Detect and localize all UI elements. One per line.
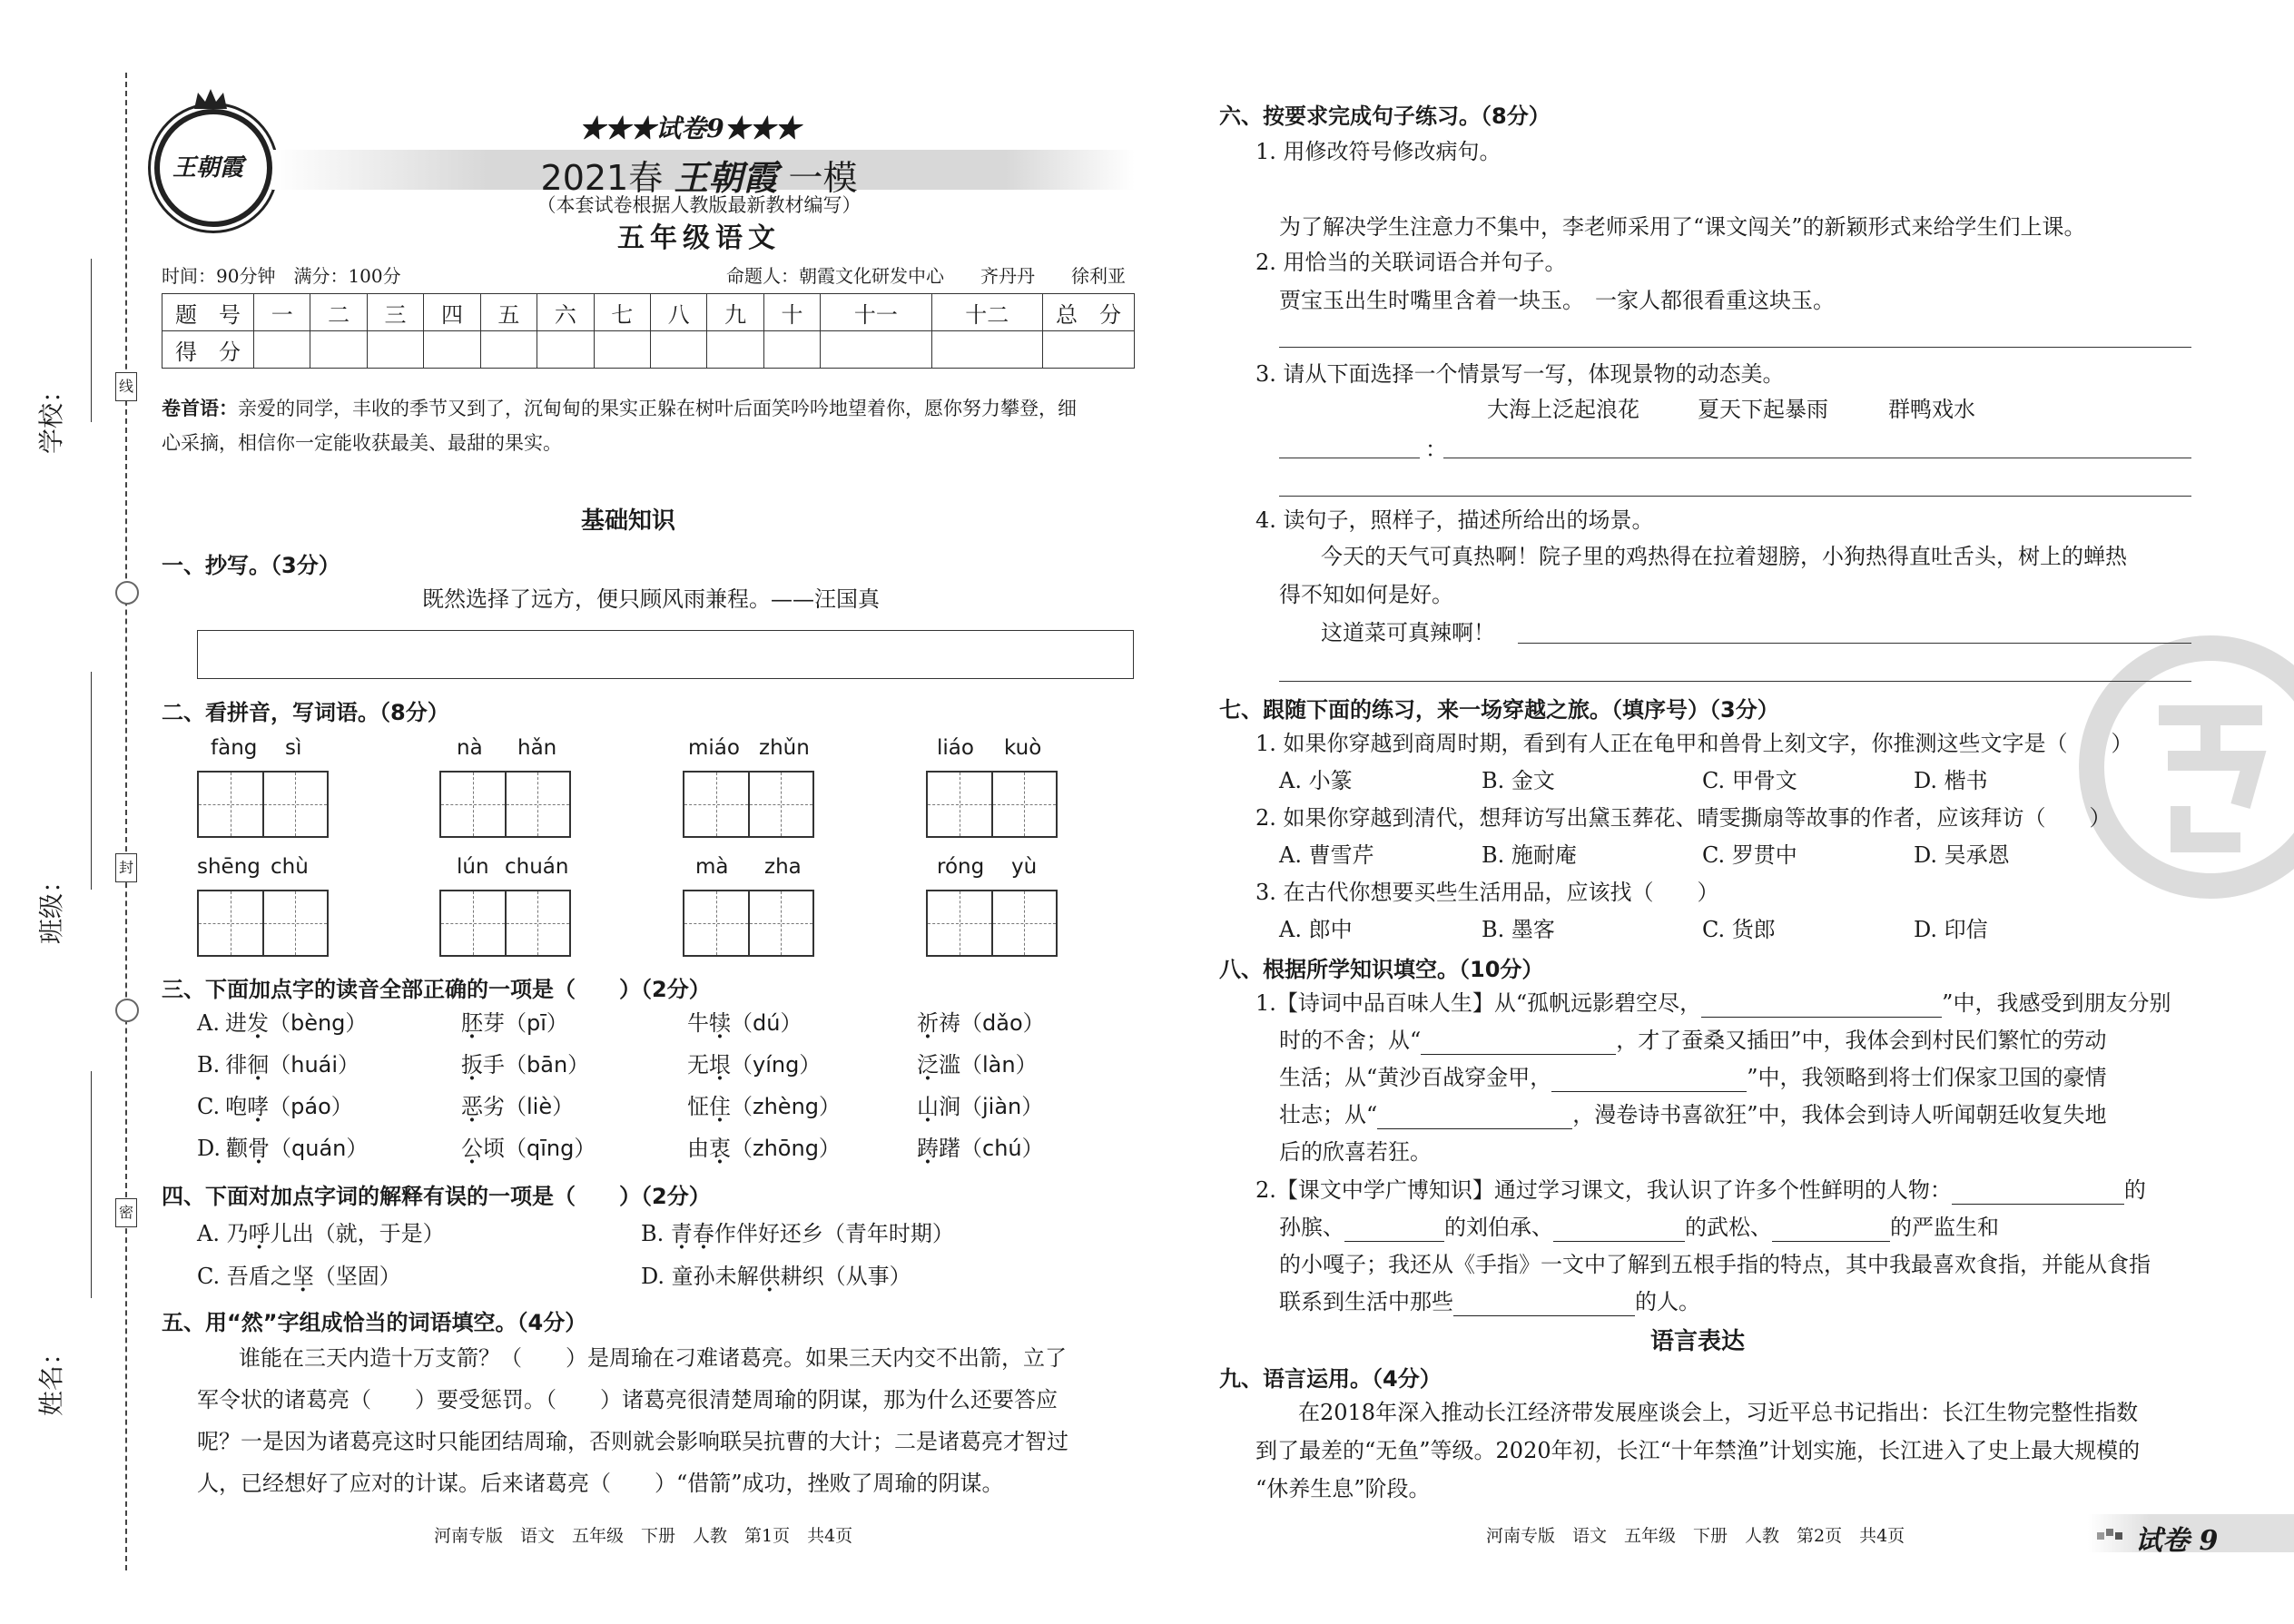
q8-p1-line2: 时的不舍；从“ ，才了蚕桑又插田”中，我体会到村民们繁忙的劳动 (1279, 1027, 2107, 1055)
score-header-cell: 二 (310, 294, 367, 331)
q3-option-label[interactable]: D. (197, 1136, 222, 1161)
logo-crown-icon (192, 87, 229, 111)
q7-option[interactable]: D. 楷书 (1914, 768, 1988, 793)
q6-sentence-2: 贾宝玉出生时嘴里含着一块玉。 一家人都很看重这块玉。 (1279, 288, 1835, 313)
q5-line-3: 呢？一是因为诸葛亮这时只能团结周瑜，否则就会影响联吴抗曹的大计；二是诸葛亮才智过 (197, 1429, 1068, 1454)
q4-option-c[interactable]: C. 吾盾之坚（坚固） (197, 1264, 401, 1289)
score-cell[interactable] (707, 331, 763, 369)
score-header-cell: 十二 (931, 294, 1042, 331)
score-cell[interactable] (424, 331, 480, 369)
pinyin: chù (271, 855, 309, 879)
binding-sidebar (36, 73, 150, 1570)
name-label: 姓名： (36, 1339, 66, 1416)
q3-option-item: 泛滥（làn） (917, 1052, 1038, 1078)
q3-option-item: 扳手（bān） (461, 1052, 590, 1078)
q3-option-label[interactable]: A. (197, 1010, 220, 1036)
pinyin: hǎn (517, 736, 557, 760)
corner-squares-icon (2097, 1527, 2122, 1541)
q6-sentence-1: 为了解决学生注意力不集中，李老师采用了“课文闯关”的新颖形式来给学生们上课。 (1279, 214, 2086, 240)
pinyin: lún (457, 855, 489, 879)
score-cell[interactable] (650, 331, 706, 369)
character-blank[interactable] (1553, 1221, 1685, 1242)
score-header-cell: 八 (650, 294, 706, 331)
title-prefix: 2021春 (540, 158, 664, 198)
corner-label: 试卷 9 (2135, 1525, 2219, 1557)
title-brand: 王朝霞 (674, 157, 778, 198)
binding-hole-icon (115, 581, 139, 605)
q1-quote: 既然选择了远方，便只顾风雨兼程。——汪国真 (422, 586, 880, 612)
intro-line-1 (162, 397, 1077, 421)
score-table (162, 293, 1135, 369)
intro-label: 卷首语： (162, 398, 238, 419)
q5-line-2: 军令状的诸葛亮（ ）要受惩罚。（ ）诸葛亮很清楚周瑜的阴谋，那为什么还要答应 (197, 1387, 1058, 1412)
score-cell[interactable] (480, 331, 537, 369)
answer-line[interactable] (1279, 496, 2191, 497)
q7-title: 七、跟随下面的练习，来一场穿越之旅。（填序号）（3分） (1219, 697, 1779, 723)
pinyin: liáo (937, 736, 974, 760)
title-suffix: 一模 (788, 158, 858, 198)
character-grid[interactable] (683, 890, 814, 957)
q7-option[interactable]: B. 墨客 (1482, 917, 1555, 942)
q8-p1-line1: 1.【诗词中品百味人生】从“孤帆远影碧空尽， ”中，我感受到朋友分别 (1255, 989, 2171, 1018)
q3-option-item: 恶劣（liè） (461, 1094, 575, 1119)
pinyin: zha (764, 855, 802, 879)
school-field[interactable] (91, 259, 92, 422)
score-header-cell: 一 (254, 294, 310, 331)
q7-question: 1. 如果你穿越到商周时期，看到有人正在龟甲和兽骨上刻文字，你推测这些文字是（ ） (1255, 731, 2133, 756)
q7-option[interactable]: B. 施耐庵 (1482, 842, 1577, 868)
answer-line[interactable] (1279, 347, 2191, 348)
pinyin: chuán (505, 855, 569, 879)
school-label: 学校： (36, 377, 66, 454)
q8-p2-line4: 联系到生活中那些 的人。 (1279, 1288, 1700, 1316)
footer-right: 河南专版 语文 五年级 下册 人教 第2页 共4页 (1486, 1526, 1905, 1546)
section-heading-basic: 基础知识 (581, 507, 676, 535)
q6-sub-2: 2. 用恰当的关联词语合并句子。 (1255, 250, 1567, 275)
time-info: 时间：90分钟 满分：100分 (162, 265, 401, 287)
seal-label-secret: 密 (115, 1198, 137, 1227)
q6-colon: ： (1425, 437, 1447, 462)
intro-line-2: 心采摘，相信你一定能收获最美、最甜的果实。 (162, 432, 562, 454)
q1-copy-box[interactable] (197, 630, 1134, 679)
seal-label-line: 线 (115, 372, 137, 401)
q3-option-item: 胚芽（pī） (461, 1010, 568, 1036)
q6-sub-1: 1. 用修改符号修改病句。 (1255, 139, 1501, 164)
q3-option-item: 祈祷（dǎo） (917, 1010, 1045, 1036)
poem-blank[interactable] (1701, 997, 1942, 1018)
q3-option-label[interactable]: C. (197, 1094, 221, 1119)
q3-option-item: 牛犊（dú） (687, 1010, 802, 1036)
q6-example-1: 今天的天气可真热啊！院子里的鸡热得在拉着翅膀，小狗热得直吐舌头，树上的蝉热 (1321, 544, 2127, 569)
character-grid[interactable] (683, 771, 814, 838)
score-cell[interactable] (931, 331, 1042, 369)
character-blank[interactable] (1772, 1221, 1890, 1242)
q8-p1-line4: 壮志；从“ ，漫卷诗书喜欲狂”中，我体会到诗人听闻朝廷收复失地 (1279, 1101, 2107, 1129)
q5-line-4: 人，已经想好了应对的计谋。后来诸葛亮（ ）“借箭”成功，挫败了周瑜的阴谋。 (197, 1471, 1004, 1496)
pinyin: fàng (211, 736, 258, 760)
name-field[interactable] (91, 1071, 92, 1298)
q6-scene-option: 大海上泛起浪花 (1487, 397, 1639, 422)
score-cell[interactable] (763, 331, 820, 369)
poem-blank[interactable] (1421, 1034, 1616, 1055)
q3-option-item: 由衷（zhōng） (687, 1136, 841, 1161)
q8-p2-line1: 2.【课文中学广博知识】通过学习课文，我认识了许多个性鲜明的人物： 的 (1255, 1176, 2146, 1205)
binding-hole-icon (115, 999, 139, 1022)
binding-dashed-line (125, 73, 127, 1570)
q3-title: 三、下面加点字的读音全部正确的一项是（ ）（2分） (162, 977, 711, 1002)
q6-sub-3: 3. 请从下面选择一个情景写一写，体现景物的动态美。 (1255, 361, 1785, 387)
poem-blank[interactable] (1377, 1108, 1572, 1129)
q5-line-1: 谁能在三天内造十万支箭？（ ）是周瑜在刁难诸葛亮。如果三天内交不出箭，立了 (239, 1345, 1067, 1371)
character-grid[interactable] (926, 890, 1058, 957)
q9-line-3: “休养生息”阶段。 (1255, 1476, 1431, 1501)
q6-sub-4: 4. 读句子，照样子，描述所给出的场景。 (1255, 507, 1654, 533)
score-header-cell: 总 分 (1043, 294, 1135, 331)
character-grid[interactable] (439, 771, 571, 838)
q3-option-item: 踌躇（chú） (917, 1136, 1044, 1161)
q2-title: 二、看拼音，写词语。（8分） (162, 700, 449, 725)
score-header-cell: 四 (424, 294, 480, 331)
q7-option[interactable]: D. 吴承恩 (1914, 842, 2010, 868)
q7-option[interactable]: A. 小篆 (1279, 768, 1353, 793)
q6-title: 六、按要求完成句子练习。（8分） (1219, 103, 1551, 129)
pinyin: shēng (197, 855, 261, 879)
q4-option-d[interactable]: D. 童孙未解供耕织（从事） (641, 1264, 911, 1289)
poem-blank[interactable] (1551, 1071, 1747, 1092)
q3-option-item: 怔住（zhèng） (687, 1094, 842, 1119)
q7-question: 2. 如果你穿越到清代，想拜访写出黛玉葬花、晴雯撕扇等故事的作者，应该拜访（ ） (1255, 805, 2112, 831)
q7-option[interactable]: C. 货郎 (1702, 917, 1776, 942)
q6-scene-option: 夏天下起暴雨 (1698, 397, 1828, 422)
exam-logo (154, 109, 272, 227)
exam-number: ★★★试卷9★★★ (579, 113, 801, 143)
score-header-cell: 题 号 (162, 294, 254, 331)
score-cell[interactable] (821, 331, 931, 369)
q6-example-2: 得不知如何是好。 (1279, 582, 1453, 607)
intro-text-1: 亲爱的同学，丰收的季节又到了，沉甸甸的果实正躲在树叶后面笑吟吟地望着你，愿你努力攀登，细 (238, 398, 1077, 419)
exam-subtitle: （本套试卷根据人教版最新教材编写） (537, 194, 861, 216)
footer-left: 河南专版 语文 五年级 下册 人教 第1页 共4页 (434, 1526, 853, 1546)
logo-text: 王朝霞 (172, 154, 243, 182)
class-field[interactable] (91, 672, 92, 890)
score-header-cell: 十 (763, 294, 820, 331)
pinyin: nà (457, 736, 483, 760)
q7-option[interactable]: A. 郎中 (1279, 917, 1353, 942)
q3-option-item: 无垠（yíng） (687, 1052, 822, 1078)
score-table-score-row (162, 331, 1135, 369)
q1-title: 一、抄写。（3分） (162, 553, 340, 578)
pinyin: kuò (1004, 736, 1042, 760)
q3-option-item: 公顷（qīng） (461, 1136, 596, 1161)
q7-option[interactable]: C. 甲骨文 (1702, 768, 1797, 793)
authors: 命题人：朝霞文化研发中心 齐丹丹 徐利亚 (726, 265, 1126, 287)
q3-option-item: B. 徘徊（huái） (197, 1052, 360, 1078)
score-row-label: 得 分 (162, 331, 254, 369)
score-header-cell: 十一 (821, 294, 931, 331)
class-label: 班级： (36, 867, 66, 944)
score-cell[interactable] (254, 331, 310, 369)
q7-option[interactable]: B. 金文 (1482, 768, 1555, 793)
q7-option[interactable]: A. 曹雪芹 (1279, 842, 1374, 868)
grade-subject: 五年级语文 (617, 222, 781, 254)
q7-question: 3. 在古代你想要买些生活用品，应该找（ ） (1255, 880, 1719, 905)
score-cell[interactable] (1043, 331, 1135, 369)
q3-option-item: A. 进发（bèng） (197, 1010, 368, 1036)
q5-title: 五、用“然”字组成恰当的词语填空。（4分） (162, 1310, 587, 1335)
q8-p1-line5: 后的欣喜若狂。 (1279, 1139, 1432, 1165)
character-blank[interactable] (1453, 1295, 1635, 1316)
score-cell[interactable] (367, 331, 423, 369)
answer-line[interactable] (1279, 681, 2191, 682)
q9-title: 九、语言运用。（4分） (1219, 1366, 1442, 1392)
q7-option[interactable]: D. 印信 (1914, 917, 1988, 942)
score-cell[interactable] (310, 331, 367, 369)
character-grid[interactable] (197, 771, 329, 838)
pinyin: mà (695, 855, 729, 879)
q3-option-item: 山涧（jiàn） (917, 1094, 1044, 1119)
q3-option-item: D. 颧骨（quán） (197, 1136, 369, 1161)
q4-option-a[interactable]: A. 乃呼儿出（就，于是） (197, 1221, 445, 1246)
answer-line[interactable] (1518, 643, 2191, 644)
score-header-cell: 三 (367, 294, 423, 331)
character-grid[interactable] (926, 771, 1058, 838)
q3-option-item: C. 咆哮（páo） (197, 1094, 353, 1119)
score-header-cell: 六 (537, 294, 594, 331)
score-header-cell: 九 (707, 294, 763, 331)
seal-watermark-icon (2079, 635, 2294, 899)
character-blank[interactable] (1344, 1221, 1444, 1242)
score-header-cell: 七 (594, 294, 650, 331)
q4-option-b[interactable]: B. 青春作伴好还乡（青年时期） (641, 1221, 954, 1246)
q7-option[interactable]: C. 罗贯中 (1702, 842, 1797, 868)
score-cell[interactable] (594, 331, 650, 369)
q3-option-label[interactable]: B. (197, 1052, 221, 1078)
q8-title: 八、根据所学知识填空。（10分） (1219, 957, 1544, 982)
pinyin: yù (1011, 855, 1038, 879)
pinyin: sì (285, 736, 302, 760)
section-heading-expression: 语言表达 (1650, 1328, 1746, 1355)
q8-p2-line3: 的小嘎子；我还从《手指》一文中了解到五根手指的特点，其中我最喜欢食指，并能从食指 (1279, 1252, 2151, 1277)
q9-line-1: 在2018年深入推动长江经济带发展座谈会上，习近平总书记指出：长江生物完整性指数 (1298, 1400, 2139, 1425)
pinyin: zhǔn (759, 736, 810, 760)
score-cell[interactable] (537, 331, 594, 369)
q4-title: 四、下面对加点字词的解释有误的一项是（ ）（2分） (162, 1184, 711, 1209)
q8-p2-line2: 孙膑、 的刘伯承、 的武松、 的严监生和 (1279, 1214, 1999, 1242)
q6-prompt: 这道菜可真辣啊！ (1321, 620, 1495, 645)
pinyin: róng (937, 855, 985, 879)
score-table-header-row (162, 294, 1135, 331)
score-header-cell: 五 (480, 294, 537, 331)
q9-line-2: 到了最差的“无鱼”等级。2020年初，长江“十年禁渔”计划实施，长江进入了史上最大规模的 (1255, 1438, 2141, 1463)
character-grid[interactable] (197, 890, 329, 957)
character-grid[interactable] (439, 890, 571, 957)
seal-label-seal: 封 (115, 853, 137, 882)
q8-p1-line3: 生活；从“黄沙百战穿金甲， ”中，我领略到将士们保家卫国的豪情 (1279, 1064, 2107, 1092)
character-blank[interactable] (1952, 1184, 2124, 1205)
pinyin: miáo (688, 736, 740, 760)
q6-scene-option: 群鸭戏水 (1888, 397, 1975, 422)
